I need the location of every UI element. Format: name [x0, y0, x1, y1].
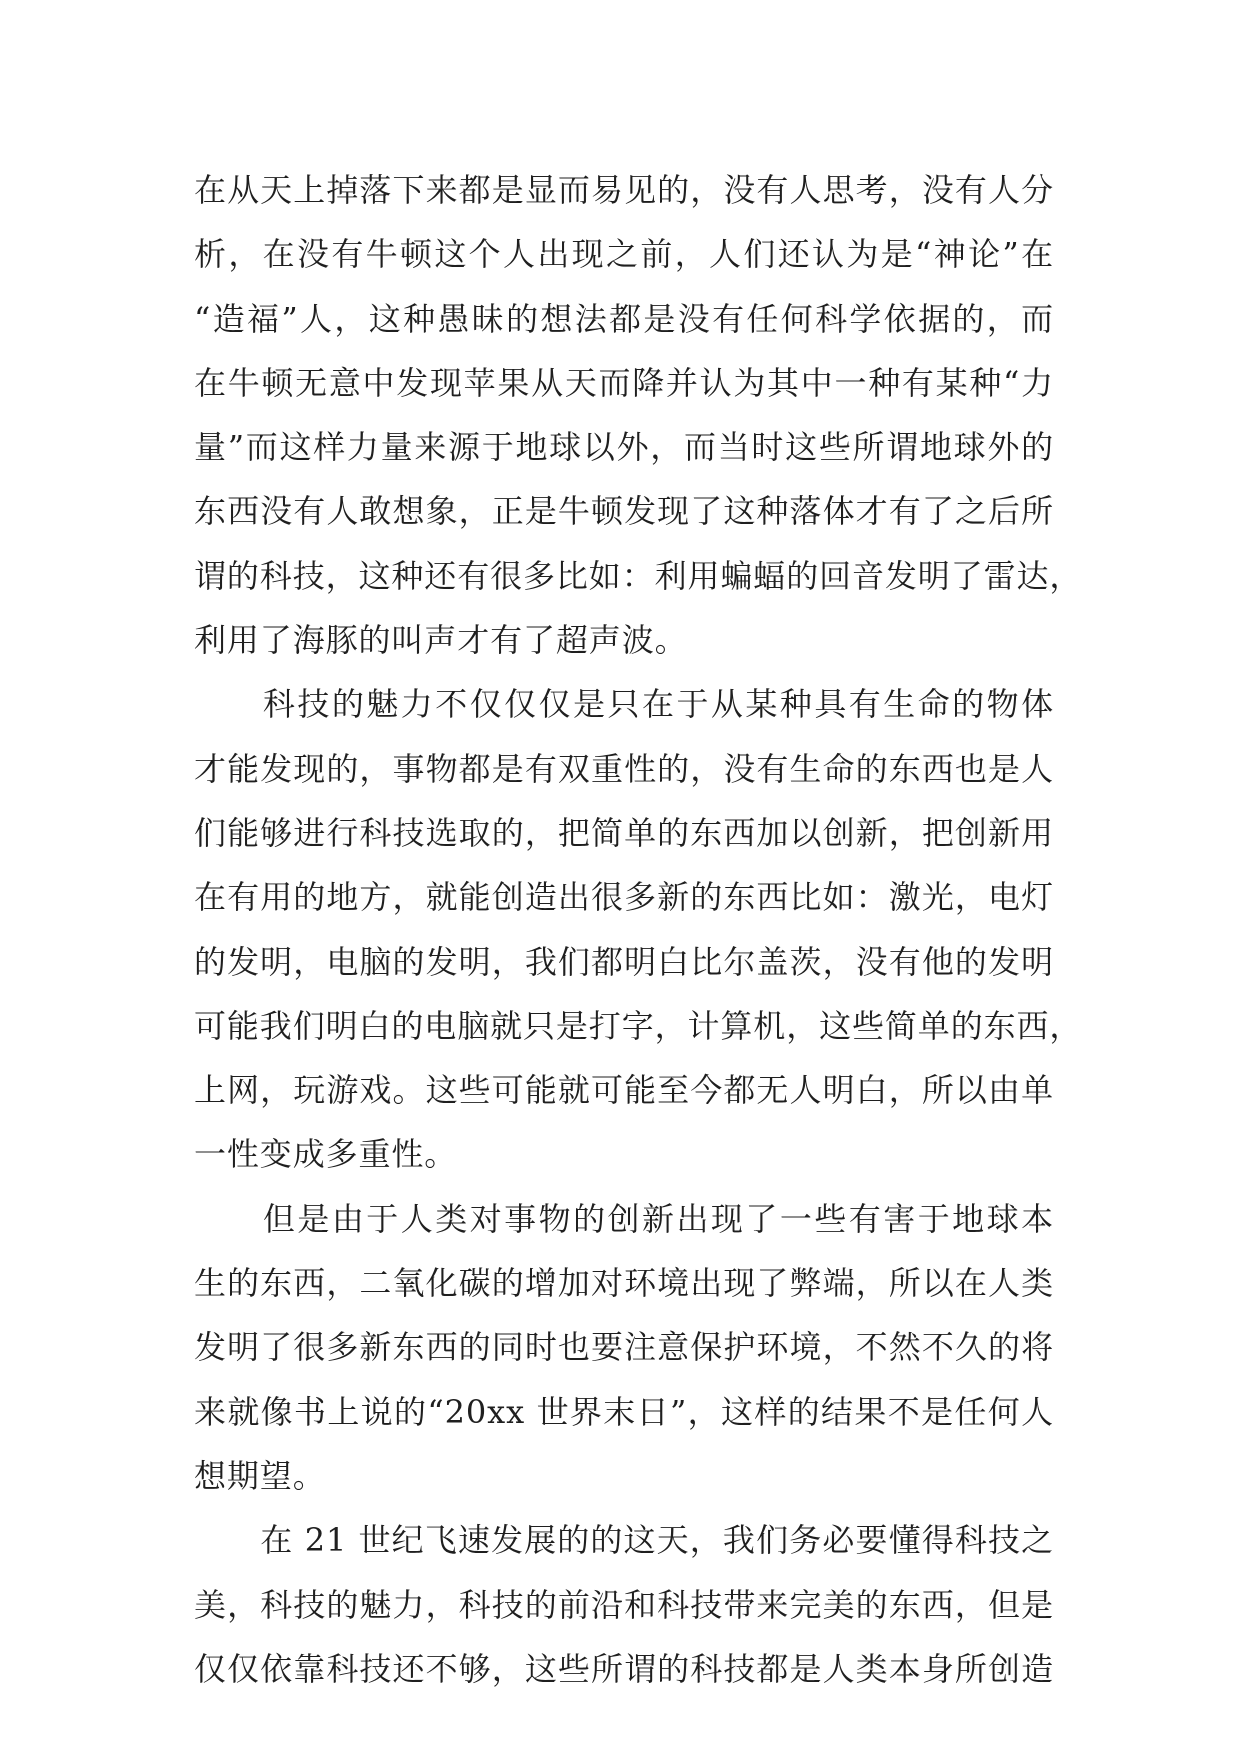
text-line: 仅仅依靠科技还不够，这些所谓的科技都是人类本身所创造 [194, 1649, 1054, 1688]
paragraph-2 [194, 672, 1083, 1186]
text-line: 生的东西，二氧化碳的增加对环境出现了弊端，所以在人类 [194, 1264, 1054, 1303]
text-line: 科技的魅力不仅仅仅是只在于从某种具有生命的物体 [194, 685, 1054, 724]
text-line: 在 21 世纪飞速发展的的这天，我们务必要懂得科技之 [194, 1521, 1054, 1560]
paragraph-4 [194, 1508, 1054, 1701]
text-line: 在有用的地方，就能创造出很多新的东西比如：激光，电灯 [194, 878, 1054, 917]
text-line: 上网，玩游戏。这些可能就可能至今都无人明白，所以由单 [194, 1071, 1054, 1110]
paragraph-1 [194, 158, 1083, 672]
text-line: 美，科技的魅力，科技的前沿和科技带来完美的东西，但是 [194, 1585, 1054, 1624]
text-line: 在从天上掉落下来都是显而易见的，没有人思考，没有人分 [194, 171, 1054, 209]
text-line: 东西没有人敢想象，正是牛顿发现了这种落体才有了之后所 [194, 492, 1054, 531]
text-line: 析，在没有牛顿这个人出现之前，人们还认为是“神论”在 [194, 235, 1054, 274]
paragraph-3 [194, 1187, 1054, 1508]
text-line: 但是由于人类对事物的创新出现了一些有害于地球本 [194, 1199, 1054, 1238]
text-line: 们能够进行科技选取的，把简单的东西加以创新，把创新用 [194, 813, 1054, 852]
text-line: “造福”人，这种愚昧的想法都是没有任何科学依据的，而 [194, 299, 1054, 338]
text-line: 利用了海豚的叫声才有了超声波。 [194, 621, 688, 660]
body-text [194, 158, 1083, 1701]
text-line: 谓的科技，这种还有很多比如：利用蝙蝠的回音发明了雷达， [194, 556, 1083, 595]
text-line: 才能发现的，事物都是有双重性的，没有生命的东西也是人 [194, 749, 1054, 788]
text-line: 想期望。 [194, 1456, 326, 1495]
text-line: 来就像书上说的“20xx 世界末日”，这样的结果不是任何人 [194, 1392, 1054, 1431]
text-line: 可能我们明白的电脑就只是打字，计算机，这些简单的东西， [194, 1006, 1083, 1045]
text-line: 量”而这样力量来源于地球以外，而当时这些所谓地球外的 [194, 428, 1054, 467]
text-line: 的发明，电脑的发明，我们都明白比尔盖茨，没有他的发明 [194, 942, 1054, 981]
text-line: 一性变成多重性。 [194, 1135, 458, 1174]
text-line: 发明了很多新东西的同时也要注意保护环境，不然不久的将 [194, 1328, 1054, 1367]
text-line: 在牛顿无意中发现苹果从天而降并认为其中一种有某种“力 [194, 363, 1054, 402]
